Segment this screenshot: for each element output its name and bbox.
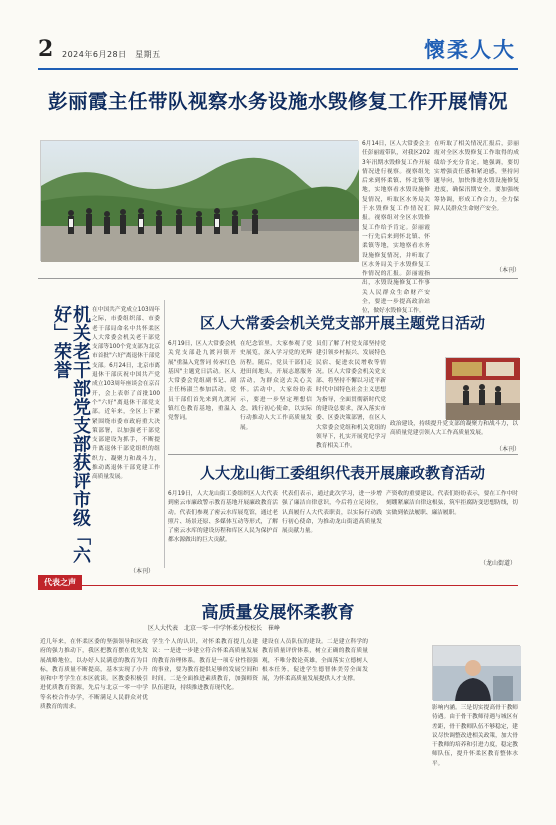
- newspaper-logo: 懷柔人大: [424, 37, 516, 62]
- lead-article-photo: [40, 140, 358, 261]
- theme-day-end-mark: （本刊）: [496, 446, 521, 453]
- author-photo: [432, 645, 520, 700]
- vertical-article-body: 在中国共产党成立103周年之际，市委组织部、市委老干部局命名中共怀柔区人大常委会机关老干部党支部等100个党支部为北京市首批"六好"离退休干部党支部。6月24日，北京市离退休干部庆祝中国共产党成立103周年座谈会在京召开，会上表彰了首批100个"六好"离退休干部党支部。近年来，全区上下紧紧围绕市委市政府重大决策部署，以加强老干部党支部建设为抓手，不断提升离退休干部党组织的组织力、凝聚力和战斗力，推动离退休干部党建工作高质量发展。: [92, 307, 160, 481]
- header-rule: [38, 68, 518, 70]
- section-divider-1: [38, 278, 518, 279]
- quality-col3: 建设在人员队伍的建设。二是建立科学的教育质量评价体系，树立正确的教育质量观，不唯分数论英雄，全面落实立德树人根本任务，促进学生德智体美劳全面发展，为怀柔高质量发展提供人才支撑。: [262, 639, 368, 683]
- integrity-col2: 代表们表示，通过此次学习，进一步增强了廉洁自律意识，今后将立足岗位，认真履行人大代表职责，以实际行动践行初心使命，为推动龙山街道高质量发展贡献力量。: [282, 491, 382, 535]
- theme-day-col4: 政治建设，持续提升党支部的凝聚力和战斗力，以高质量党建引领人大工作高质量发展。: [390, 421, 518, 437]
- portrait-photo: [433, 646, 521, 701]
- theme-day-col3: 员们了解了村党支部坚持党建引领乡村振兴、发展特色民宿、促进农民增收等情况。区人大常委会机关党支部、将坚持不懈以习近平新时代中国特色社会主义思想为指导，全面贯彻新时代党的建设总要求，深入落实市委、区委决策部署，在区人大常委会党组和机关党组的领导下，扎实开展党纪学习教育相关工作。: [316, 341, 386, 450]
- group-inspection-photo: [41, 141, 359, 262]
- section-divider-2: [168, 454, 518, 455]
- theme-day-col1: 6月19日，区人大常委会机关党支部赴九渡河镇开展"重温入党誓词 传承红色基因"主题党日活动。区人大常委会党组副书记、副主任杨淑兰参加活动。党员干部们首先来到九渡河镇红色教育基地，重温入党誓词。: [168, 341, 236, 422]
- section-tag: 代表之声: [38, 575, 82, 590]
- quality-col4: 影响内涵。三是切实提高骨干教师待遇。由于骨干教师待遇与城区有差距，骨干教师队伍不够稳定，建议尽快调整改进相关政策，加大骨干教师的培养和引进力度，稳定教师队伍，提升怀柔区教育整体水平。: [432, 705, 518, 767]
- integrity-article-title: 人大龙山街工委组织代表开展廉政教育活动: [200, 464, 486, 482]
- theme-day-title: 区人大常委会机关党支部开展主题党日活动: [200, 314, 486, 332]
- date-line: 2024年6月28日 星期五: [62, 50, 161, 59]
- section-rule: [38, 585, 518, 586]
- integrity-col1: 6月19日，人大龙山街工委组织区人大代表到密云市廉政警示教育基地开展廉政教育活动。代表们参观了密云水库展览馆，通过老照片、场景还原、多媒体互动等形式，了解了密云水库的建设历程和库区人民为保护首都水源做出的巨大贡献。: [168, 491, 278, 544]
- theme-day-col2: 在纪念馆里，大家参观了党史展览，深入学习党的光辉历程。随后，党员干部们走进田间地头，开展志愿服务活动，为群众送去关心关怀。活动中，大家纷纷表示，要进一步坚定理想信念，践行初心使命，以实际行动推动人大工作高质量发展。: [240, 341, 312, 431]
- vertical-article-end-mark: （本刊）: [130, 568, 155, 575]
- quality-col2: 学生个人的认识，对怀柔教育提几点建议：一是进一步建立符合怀柔高质量发展的教育治理体系。教育是一项专业性很强的事业，要为教育提供足够的发展空间和时间。二是全面推进素质教育，加强师资队伍建设，持续推进教育现代化。: [152, 639, 258, 692]
- quality-col1: 近几年来，在怀柔区委的坚强领导和区政府的强力推动下，我区把教育摆在优先发展战略地位，以办好人民满意的教育为目标，教育质量不断提高，基本实现了小升初和中考学生在本区就读。区教委积极引进优质教育资源，先后与北京一零一中学等名校合作办学，不断满足人民群众对优质教育的需求。: [40, 639, 148, 711]
- theme-day-photo: [445, 357, 519, 419]
- exhibition-photo: [446, 358, 520, 420]
- lead-article-col3: 在听取了相关情况汇报后，彭丽霞对全区水毁修复工作取得的成绩给予充分肯定。她强调，要切实增强责任感和紧迫感，坚持问题导向，加快推进水毁设施修复进度，确保汛期安全。要加强统筹协调，形成工作合力，全力保障人民群众生命财产安全。: [434, 141, 519, 213]
- column-divider-1: [164, 300, 165, 568]
- quality-article-title: 高质量发展怀柔教育: [201, 603, 355, 623]
- integrity-col3: 产资收的重要建议。代表们纷纷表示，要在工作中时刻绷紧廉洁自律这根弦，筑牢拒腐防变思想防线，切实做到依法履职、廉洁履职。: [386, 491, 518, 516]
- vertical-article-title: 机关老干部党支部获评市级「六好」荣誉: [51, 305, 91, 564]
- page-number: 2: [38, 36, 54, 62]
- integrity-end-mark: （龙山街道）: [480, 560, 517, 567]
- lead-article-col1: 6月14日，区人大常委会主任彭丽霞带队，对我区2023年汛期水毁修复工作开展情况进行视察。视察组先后来到怀柔镇、怀北镇等地，实地察看水毁设施修复情况，听取区水务局关于水毁修复工作情况汇报。视察组对全区水毁修复工作给予肯定。彭丽霞一行先后来到怀北镇、怀柔镇等地，实地察看水务设施修复情况，并听取了区水务局关于水毁修复工作情况的汇报。彭丽霞指出，水毁设施修复工作事关人民群众生命财产安全，要进一步提高政治站位，做好水毁修复工作。: [362, 141, 430, 315]
- lead-article-title: 彭丽霞主任带队视察水务设施水毁修复工作开展情况: [47, 90, 508, 113]
- lead-article-end-mark: （本刊）: [496, 267, 521, 274]
- quality-article-byline: 区人大代表 北京一零一中学怀柔分校校长 崔峥: [148, 625, 281, 632]
